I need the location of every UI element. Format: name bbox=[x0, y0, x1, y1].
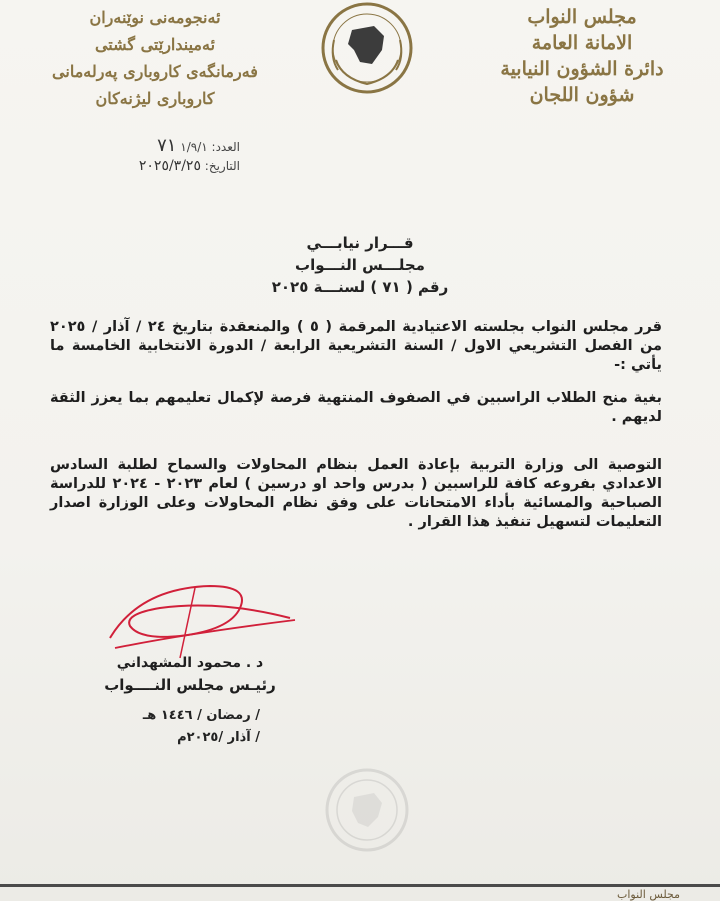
reference-date-value: ٢٠٢٥/٣/٢٥ bbox=[138, 158, 201, 174]
signature-dates bbox=[120, 705, 260, 749]
letterhead-kurdish bbox=[30, 4, 280, 112]
decision-title bbox=[0, 232, 720, 298]
parliament-seal-icon bbox=[312, 0, 422, 100]
letterhead-line: مجلس النواب bbox=[527, 6, 637, 28]
signatory-block bbox=[80, 652, 300, 696]
reference-block bbox=[70, 136, 240, 176]
paragraph-purpose: بغية منح الطلاب الراسبين في الصفوف المنتهية فرصة لإكمال تعليمهم بما يعزز الثقة لديهم . bbox=[50, 390, 662, 425]
reference-number-label: العدد: ١/٩/١ bbox=[180, 140, 240, 154]
letterhead-line: ئه‌نجومه‌نی نوێنه‌ران bbox=[89, 8, 221, 27]
letterhead-arabic bbox=[472, 4, 692, 108]
letterhead-line: كاروباری لیژنه‌كان bbox=[95, 89, 215, 108]
gregorian-date: / آذار /٢٠٢٥م bbox=[177, 730, 260, 745]
title-line-2: مجلـــس النـــواب bbox=[295, 256, 425, 274]
signatory-position: رئيـس مجلس النــــواب bbox=[104, 676, 276, 694]
letterhead-line: فه‌رمانگه‌ی كاروباری په‌رله‌مانی bbox=[52, 62, 258, 81]
letterhead-line: الامانة العامة bbox=[531, 32, 633, 54]
footer-text: مجلس النواب bbox=[617, 888, 680, 901]
signatory-name: د . محمود المشهداني bbox=[116, 655, 264, 671]
paragraph-preamble: قرر مجلس النواب بجلسته الاعتيادية المرقمة ( ٥ ) والمنعقدة بتاريخ ٢٤ / آذار / ٢٠٢٥ من الفصل التشريعي الاول / السنة التشريعية الرابعة / الدورة الانتخابية الخامسة ما يأتي :- bbox=[50, 319, 663, 373]
letterhead-line: شؤون اللجان bbox=[529, 84, 635, 106]
letterhead-line: دائرة الشؤون النيابية bbox=[500, 58, 664, 80]
embossed-stamp-icon bbox=[312, 765, 422, 855]
reference-number-value: ٧١ bbox=[157, 135, 177, 156]
paragraph-recommendation: التوصية الى وزارة التربية بإعادة العمل بنظام المحاولات والسماح لطلبة السادس الاعدادي بفروعه كافة للراسبين ( بدرس واحد او درسين ) لعام ٢٠٢٣ - ٢٠٢٤ للدراسة الصباحية والمسائية بأداء الامتحانات على وفق نظام المحاولات وعلى الوزارة اصدار التعليمات لتسهيل تنفيذ هذا القرار . bbox=[50, 457, 662, 530]
hijri-date: / رمضان / ١٤٤٦ هـ bbox=[142, 708, 260, 723]
letterhead-line: ئه‌میندارێتی گشتی bbox=[94, 35, 216, 54]
title-line-1: قـــرار نيابـــي bbox=[306, 234, 414, 252]
footer-divider bbox=[0, 884, 720, 887]
reference-date-label: التاريخ: bbox=[204, 159, 240, 173]
title-line-3: رقم ( ٧١ ) لسنـــة ٢٠٢٥ bbox=[271, 278, 449, 296]
